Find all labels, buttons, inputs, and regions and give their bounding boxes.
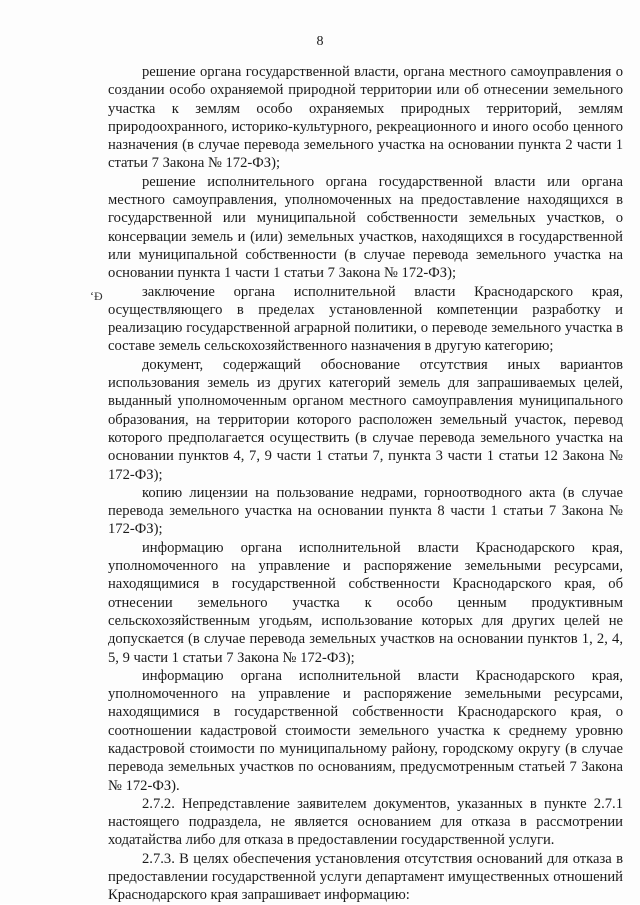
margin-mark: ‘Ɖ (90, 289, 103, 303)
paragraph-decision-protected-territory: решение органа государственной власти, органа местного самоуправления о создании особо охраняемой природной территории или об отнесении земельного участка к землям особо охраняемых природных территорий, землям природоохранного, историко-культурного, рекреационного и иного особо ценного назначения (в случае перевода земельного участка на основании пункта 2 части 1 статьи 7 Закона № 172-ФЗ); (108, 64, 623, 172)
page-number: 8 (316, 34, 324, 49)
paragraph-decision-conservation: решение исполнительного органа государственной власти или органа местного самоуправления, уполномоченных на предоставление находящихся в государственной или муниципальной собственности земельных участков, о консервации земель и (или) земельных участков, находящихся в государственной или муниципальной собственности (в случае перевода земельного участка на основании пункта 1 части 1 статьи 7 Закона № 172-ФЗ); (108, 173, 623, 282)
paragraph-2-7-3: 2.7.3. В целях обеспечения установления отсутствия оснований для отказа в предоставлении государственной услуги департамент имущественных отношений Краснодарского края запрашивает информацию: (108, 850, 623, 904)
paragraph-conclusion-agrarian-policy: заключение органа исполнительной власти Краснодарского края, осуществляющего в пределах установленной компетенции разработку и реализацию государственной аграрной политики, о переводе земельного участка в составе земель сельскохозяйственного назначения в другую категорию; (108, 283, 623, 355)
paragraph-document-justification: документ, содержащий обоснование отсутствия иных вариантов использования земель из других категорий земель для запрашиваемых целей, выданный уполномоченным органом местного самоуправления муниципального образования, на территории которого расположен земельный участок, перевод которого предполагается осуществить (в случае перевода земельного участка на основании пунктов 4, 7, 9 части 1 статьи 7, пункта 3 части 1 статьи 12 Закона № 172-ФЗ); (108, 356, 623, 483)
document-body (108, 63, 623, 905)
paragraph-2-7-2: 2.7.2. Непредставление заявителем документов, указанных в пункте 2.7.1 настоящего подраздела, не является основанием для отказа в рассмотрении ходатайства либо для отказа в предоставлении государственной услуги. (108, 795, 623, 849)
paragraph-subsoil-license: копию лицензии на пользование недрами, горноотводного акта (в случае перевода земельного участка на основании пункта 8 части 1 статьи 7 Закона № 172-ФЗ); (108, 484, 623, 538)
paragraph-info-cadastral-value: информацию органа исполнительной власти Краснодарского края, уполномоченного на управление и распоряжение земельными ресурсами, находящимися в государственной собственности Краснодарского края, о соотношении кадастровой стоимости земельного участка к среднему уровню кадастровой стоимости по муниципальному району, городскому округу (в случае перевода земельных участков по основаниям, предусмотренным статьей 7 Закона № 172-ФЗ). (108, 667, 623, 794)
paragraph-info-valuable-lands: информацию органа исполнительной власти Краснодарского края, уполномоченного на управление и распоряжение земельными ресурсами, находящимися в государственной собственности Краснодарского края, об отнесении земельного участка к особо ценным продуктивным сельскохозяйственным угодьям, использование которых для других целей не допускается (в случае перевода земельных участков на основании пунктов 1, 2, 4, 5, 9 части 1 статьи 7 Закона № 172-ФЗ); (108, 539, 623, 666)
